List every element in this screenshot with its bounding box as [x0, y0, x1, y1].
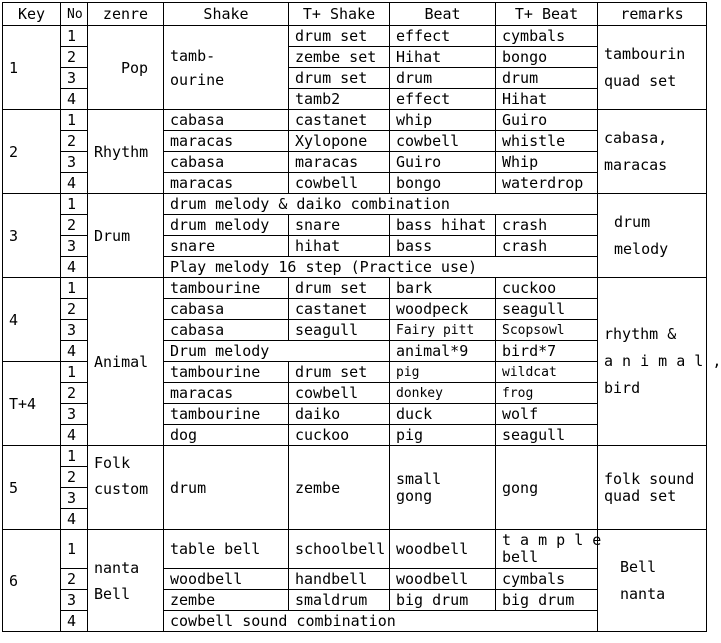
shake-cell: cabasa	[164, 152, 289, 173]
t-beat-cell: Whip	[496, 152, 598, 173]
remarks-text: rhythm &	[604, 325, 677, 343]
t-shake-cell: cowbell	[289, 383, 390, 404]
no-cell: 3	[61, 590, 88, 611]
no-cell: 2	[61, 383, 88, 404]
remarks-cell	[598, 530, 707, 632]
no-cell: 3	[61, 320, 88, 341]
t-beat-cell: wildcat	[496, 362, 598, 383]
t-beat-cell: Scopsowl	[496, 320, 598, 341]
t-beat-cell: seagull	[496, 299, 598, 320]
no-cell: 2	[61, 215, 88, 236]
beat-cell: Fairy pitt	[390, 320, 496, 341]
remarks-cell	[598, 110, 707, 194]
t-shake-cell: snare	[289, 215, 390, 236]
no-cell: 4	[61, 425, 88, 446]
t-beat-cell: wolf	[496, 404, 598, 425]
t-shake-cell: handbell	[289, 569, 390, 590]
shake-cell: snare	[164, 236, 289, 257]
beat-text: gong	[396, 486, 433, 505]
zenre-text: Bell	[94, 584, 131, 603]
no-cell: 4	[61, 89, 88, 110]
beat-cell: drum	[390, 68, 496, 89]
remarks-text: nanta	[620, 584, 666, 603]
zenre-text: Folk	[94, 454, 131, 472]
beat-cell: woodpeck	[390, 299, 496, 320]
table-row	[3, 530, 707, 569]
remarks-text: a n i m a l ,	[604, 352, 721, 370]
beat-cell: cowbell	[390, 131, 496, 152]
key-cell: 5	[3, 446, 61, 530]
zenre-text: Animal	[94, 352, 149, 371]
no-cell: 3	[61, 152, 88, 173]
t-shake-cell: castanet	[289, 299, 390, 320]
shake-cell: dog	[164, 425, 289, 446]
beat-cell: whip	[390, 110, 496, 131]
table-row	[3, 278, 707, 299]
beat-text: small	[396, 469, 442, 488]
table-row	[3, 110, 707, 131]
beat-cell: bark	[390, 278, 496, 299]
no-cell: 4	[61, 611, 88, 632]
shake-cell: maracas	[164, 173, 289, 194]
t-shake-cell: seagull	[289, 320, 390, 341]
shake-text: tamb-	[170, 46, 216, 65]
t-shake-cell: daiko	[289, 404, 390, 425]
zenre-text: Drum	[94, 226, 131, 245]
shake-cell: drum	[164, 446, 289, 530]
t-shake-cell: hihat	[289, 236, 390, 257]
remarks-text: drum	[614, 212, 651, 231]
no-cell: 3	[61, 404, 88, 425]
beat-cell: bongo	[390, 173, 496, 194]
zenre-text: Rhythm	[94, 142, 149, 161]
remarks-text: bird	[604, 379, 641, 397]
shake-cell: cabasa	[164, 110, 289, 131]
t-beat-cell: whistle	[496, 131, 598, 152]
combined-cell: cowbell sound combination	[164, 611, 598, 632]
no-cell: 3	[61, 68, 88, 89]
t-shake-cell: maracas	[289, 152, 390, 173]
shake-cell: maracas	[164, 383, 289, 404]
t-shake-cell: zembe	[289, 446, 390, 530]
shake-cell: drum melody	[164, 215, 289, 236]
shake-cell: cabasa	[164, 299, 289, 320]
no-cell: 1	[61, 194, 88, 215]
beat-cell	[390, 446, 496, 530]
t-beat-cell: Hihat	[496, 89, 598, 110]
key-cell: 4	[3, 278, 61, 362]
remarks-text: Bell	[620, 557, 657, 576]
header-key: Key	[3, 3, 61, 26]
remarks-text: maracas	[604, 155, 668, 174]
t-shake-cell: drum set	[289, 68, 390, 89]
remarks-text: folk sound	[604, 469, 695, 488]
beat-cell: woodbell	[390, 530, 496, 569]
no-cell: 3	[61, 236, 88, 257]
t-shake-cell: zembe set	[289, 47, 390, 68]
no-cell: 1	[61, 530, 88, 569]
shake-cell: tambourine	[164, 278, 289, 299]
t-shake-cell: drum set	[289, 26, 390, 47]
zenre-text: nanta	[94, 558, 140, 577]
shake-cell: maracas	[164, 131, 289, 152]
beat-cell: Hihat	[390, 47, 496, 68]
key-cell: 2	[3, 110, 61, 194]
t-beat-cell: frog	[496, 383, 598, 404]
t-shake-cell: castanet	[289, 110, 390, 131]
t-beat-cell: crash	[496, 236, 598, 257]
zenre-text: Pop	[121, 58, 149, 77]
remarks-text: quad set	[604, 486, 677, 505]
zenre-cell	[88, 530, 164, 632]
table-row	[3, 26, 707, 47]
combined-cell: drum melody & daiko combination	[164, 194, 598, 215]
zenre-cell	[88, 446, 164, 530]
t-shake-cell: cuckoo	[289, 425, 390, 446]
beat-cell: animal*9	[390, 341, 496, 362]
t-shake-cell: drum set	[289, 278, 390, 299]
table-row	[3, 446, 707, 467]
t-beat-text: bell	[502, 548, 539, 566]
combined-cell: Play melody 16 step (Practice use)	[164, 257, 598, 278]
t-beat-text: t a m p l e	[502, 531, 602, 549]
t-beat-cell: bongo	[496, 47, 598, 68]
t-beat-cell: Guiro	[496, 110, 598, 131]
no-cell: 2	[61, 467, 88, 488]
t-beat-cell: waterdrop	[496, 173, 598, 194]
table-row	[3, 194, 707, 215]
key-cell: T+4	[3, 362, 61, 446]
zenre-cell	[88, 26, 164, 110]
remarks-cell	[598, 278, 721, 446]
beat-cell: pig	[390, 425, 496, 446]
beat-cell: effect	[390, 89, 496, 110]
key-cell: 6	[3, 530, 61, 632]
remarks-text: quad set	[604, 71, 677, 90]
header-zenre: zenre	[88, 3, 164, 26]
header-beat: Beat	[390, 3, 496, 26]
t-shake-cell: Xylopone	[289, 131, 390, 152]
shake-cell	[164, 26, 289, 110]
t-beat-cell: cymbals	[496, 569, 598, 590]
beat-cell: bass	[390, 236, 496, 257]
beat-cell: pig	[390, 362, 496, 383]
zenre-cell	[88, 194, 164, 278]
t-beat-cell: gong	[496, 446, 598, 530]
key-cell: 1	[3, 26, 61, 110]
t-beat-cell: seagull	[496, 425, 598, 446]
zenre-cell	[88, 110, 164, 194]
no-cell: 1	[61, 26, 88, 47]
t-shake-cell: drum set	[289, 362, 390, 383]
key-cell: 3	[3, 194, 61, 278]
zenre-cell	[88, 278, 164, 446]
beat-cell: big drum	[390, 590, 496, 611]
shake-cell: table bell	[164, 530, 289, 569]
no-cell: 4	[61, 509, 88, 530]
remarks-cell	[598, 446, 707, 530]
t-beat-cell: drum	[496, 68, 598, 89]
no-cell: 1	[61, 446, 88, 467]
shake-cell: woodbell	[164, 569, 289, 590]
shake-cell: cabasa	[164, 320, 289, 341]
remarks-text: cabasa,	[604, 128, 668, 147]
t-beat-cell: bird*7	[496, 341, 598, 362]
t-beat-cell	[496, 530, 602, 569]
no-cell: 4	[61, 257, 88, 278]
t-shake-cell: tamb2	[289, 89, 390, 110]
no-cell: 4	[61, 341, 88, 362]
no-cell: 2	[61, 47, 88, 68]
no-cell: 3	[61, 488, 88, 509]
no-cell: 2	[61, 569, 88, 590]
remarks-text: melody	[614, 239, 669, 258]
remarks-cell	[598, 194, 707, 278]
beat-cell: duck	[390, 404, 496, 425]
t-beat-cell: crash	[496, 215, 598, 236]
t-shake-cell: schoolbell	[289, 530, 390, 569]
no-cell: 4	[61, 173, 88, 194]
remarks-text: tambourin	[604, 44, 686, 63]
header-t-shake: T+ Shake	[289, 3, 390, 26]
combined-cell: Drum melody	[164, 341, 390, 362]
beat-cell: donkey	[390, 383, 496, 404]
remarks-cell	[598, 26, 707, 110]
no-cell: 1	[61, 278, 88, 299]
beat-cell: effect	[390, 26, 496, 47]
no-cell: 1	[61, 362, 88, 383]
beat-cell: Guiro	[390, 152, 496, 173]
header-t-beat: T+ Beat	[496, 3, 598, 26]
t-shake-cell: smaldrum	[289, 590, 390, 611]
beat-cell: woodbell	[390, 569, 496, 590]
shake-cell: tambourine	[164, 404, 289, 425]
header-shake: Shake	[164, 3, 289, 26]
no-cell: 1	[61, 110, 88, 131]
t-shake-cell: cowbell	[289, 173, 390, 194]
no-cell: 2	[61, 299, 88, 320]
t-beat-cell: big drum	[496, 590, 598, 611]
header-row	[3, 3, 707, 26]
shake-text: ourine	[170, 70, 225, 89]
zenre-text: custom	[94, 480, 149, 498]
beat-cell: bass hihat	[390, 215, 496, 236]
shake-cell: tambourine	[164, 362, 289, 383]
t-beat-cell: cuckoo	[496, 278, 598, 299]
instrument-sound-table	[2, 2, 721, 632]
header-no: No	[61, 3, 88, 26]
header-remarks: remarks	[598, 3, 707, 26]
shake-cell: zembe	[164, 590, 289, 611]
t-beat-cell: cymbals	[496, 26, 598, 47]
no-cell: 2	[61, 131, 88, 152]
